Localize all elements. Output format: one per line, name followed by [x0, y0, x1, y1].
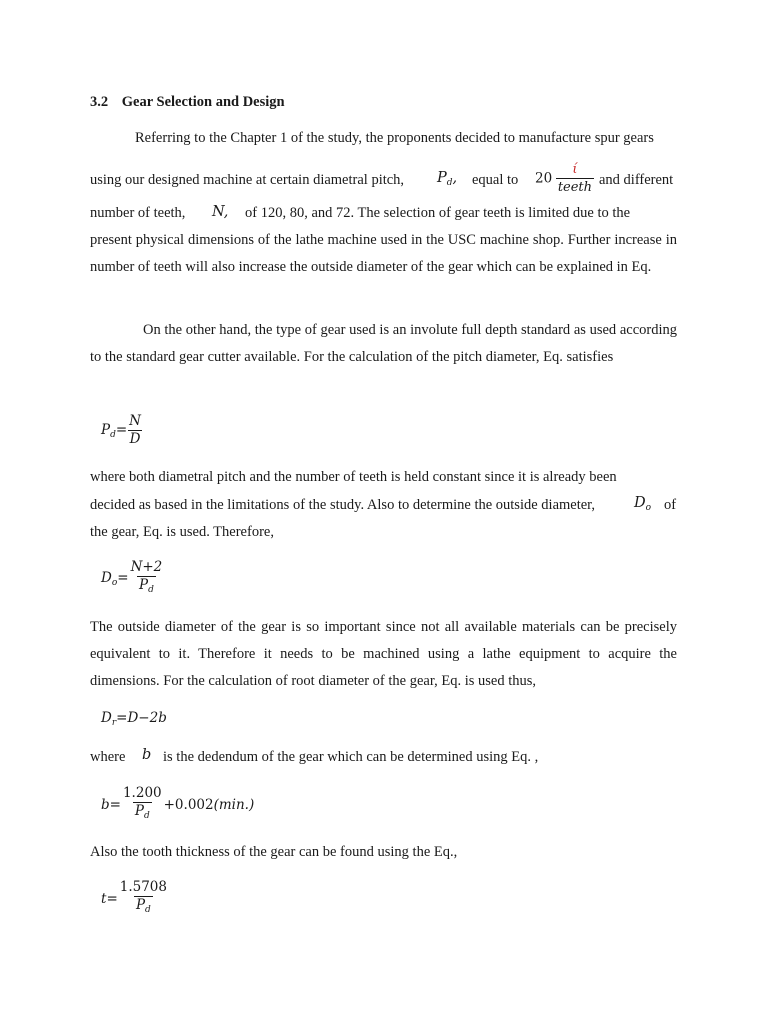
equation-tooth-thickness [101, 880, 169, 918]
eq2-sub-o: o [111, 578, 118, 588]
fraction-numerator: ί [572, 162, 578, 177]
section-heading [90, 94, 285, 111]
eq1-p: P [101, 421, 111, 438]
paragraph-3-line-1: where both diametral pitch and the number of teeth is held constant since it is already been [90, 469, 617, 485]
eq5-denominator-sub-d: d [145, 905, 151, 915]
inline-pitch-fraction [535, 162, 594, 195]
eq1-denominator: D [129, 431, 141, 447]
math-comma-2: , [223, 204, 229, 220]
paragraph-1-rest [90, 227, 677, 281]
eq3-sub-r: r [111, 718, 117, 728]
inline-n-symbol [212, 204, 228, 220]
eq1-numerator: N [129, 413, 141, 429]
paragraph-1-line-2c: and different [599, 172, 674, 188]
eq5-numerator: 1.5708 [119, 879, 167, 895]
eq2-equals: = [117, 570, 129, 586]
eq4-denominator-sub-d: d [143, 811, 150, 821]
paragraph-5b: is the dedendum of the gear which can be determined using Eq. , [163, 749, 539, 765]
eq5-equals: = [106, 891, 118, 907]
eq4-b: b [101, 797, 110, 813]
eq1-sub-d: d [110, 429, 116, 440]
paragraph-3-line-2a: decided as based in the limitations of the study. Also to determine the outside diameter, [90, 497, 596, 513]
math-d-outside: D [634, 495, 646, 511]
math-sub-d: d [446, 178, 453, 188]
eq3-b: b [158, 710, 167, 726]
paragraph-1-line-3b: of 120, 80, and 72. The selection of gear teeth is limited due to the [245, 205, 631, 221]
math-n: N [212, 204, 224, 220]
eq1-equals: = [115, 421, 128, 438]
eq4-numerator: 1.200 [122, 785, 162, 801]
eq5-denominator-p: P [135, 897, 146, 913]
section-number: 3.2 [90, 94, 109, 110]
eq2-denominator-p: P [138, 577, 149, 593]
math-comma: , [452, 170, 458, 186]
eq4-denominator-p: P [134, 803, 144, 819]
teeth-fraction [556, 162, 594, 195]
paragraph-3-line-3: the gear, Eq. is used. Therefore, [90, 524, 274, 540]
eq4-fraction [121, 786, 164, 824]
eq5-t: t [101, 891, 107, 907]
eq2-denominator-sub-d: d [148, 585, 154, 595]
eq4-min: (min.) [213, 797, 255, 813]
paragraph-1-line-2b: equal to [472, 172, 519, 188]
paragraph-3-line-2b: of [664, 497, 677, 513]
eq2-d: D [101, 570, 112, 586]
eq2-fraction [129, 560, 165, 598]
paragraph-6: Also the tooth thickness of the gear can be found using the Eq., [90, 844, 458, 860]
paragraph-1-line-3a: number of teeth, [90, 205, 186, 221]
paragraph-1-line-1: Referring to the Chapter 1 of the study, the proponents decided to manufacture spur gears [135, 130, 654, 146]
paragraph-5a: where [90, 749, 126, 765]
paragraph-1-line-2a: using our designed machine at certain diametral pitch, [90, 172, 405, 188]
eq4-equals: = [109, 797, 121, 813]
math-twenty: 20 [535, 170, 553, 187]
paragraph-4-text: The outside diameter of the gear is so important since not all available materials can be precisely equivalent to it. Therefore it needs to be machined using a lathe equipment to acquire the dimensions. For the calculation of root diameter of the gear, Eq. is used thus, [90, 619, 677, 689]
paragraph-1-rest-text: present physical dimensions of the lathe machine used in the USC machine shop. Further increase in number of teeth will also increase the outside diameter of the gear which can be explained in Eq. [90, 232, 677, 275]
eq3-rhs: D−2 [127, 710, 159, 726]
inline-pd-symbol [437, 170, 457, 188]
eq4-plus-term: +0.002 [163, 797, 214, 813]
equation-root-diameter [101, 710, 167, 728]
equation-outside-diameter [101, 560, 164, 598]
paragraph-2 [90, 317, 677, 371]
eq5-fraction [118, 880, 169, 918]
eq3-d: D [101, 710, 112, 726]
inline-b-symbol: b [142, 747, 152, 763]
eq1-fraction [127, 414, 143, 447]
paragraph-2-text: On the other hand, the type of gear used is an involute full depth standard as used according to the standard gear cutter available. For the calculation of the pitch diameter, Eq. satisfies [90, 322, 677, 365]
math-p: P [437, 170, 447, 186]
equation-dedendum [101, 786, 254, 824]
fraction-denominator: teeth [557, 180, 593, 195]
inline-do-symbol [634, 495, 651, 513]
section-title: Gear Selection and Design [121, 94, 285, 110]
eq3-equals: = [116, 710, 128, 726]
equation-pitch [101, 414, 143, 447]
eq2-numerator: N+2 [130, 559, 163, 575]
paragraph-4 [90, 614, 677, 695]
math-sub-o: o [645, 503, 652, 513]
